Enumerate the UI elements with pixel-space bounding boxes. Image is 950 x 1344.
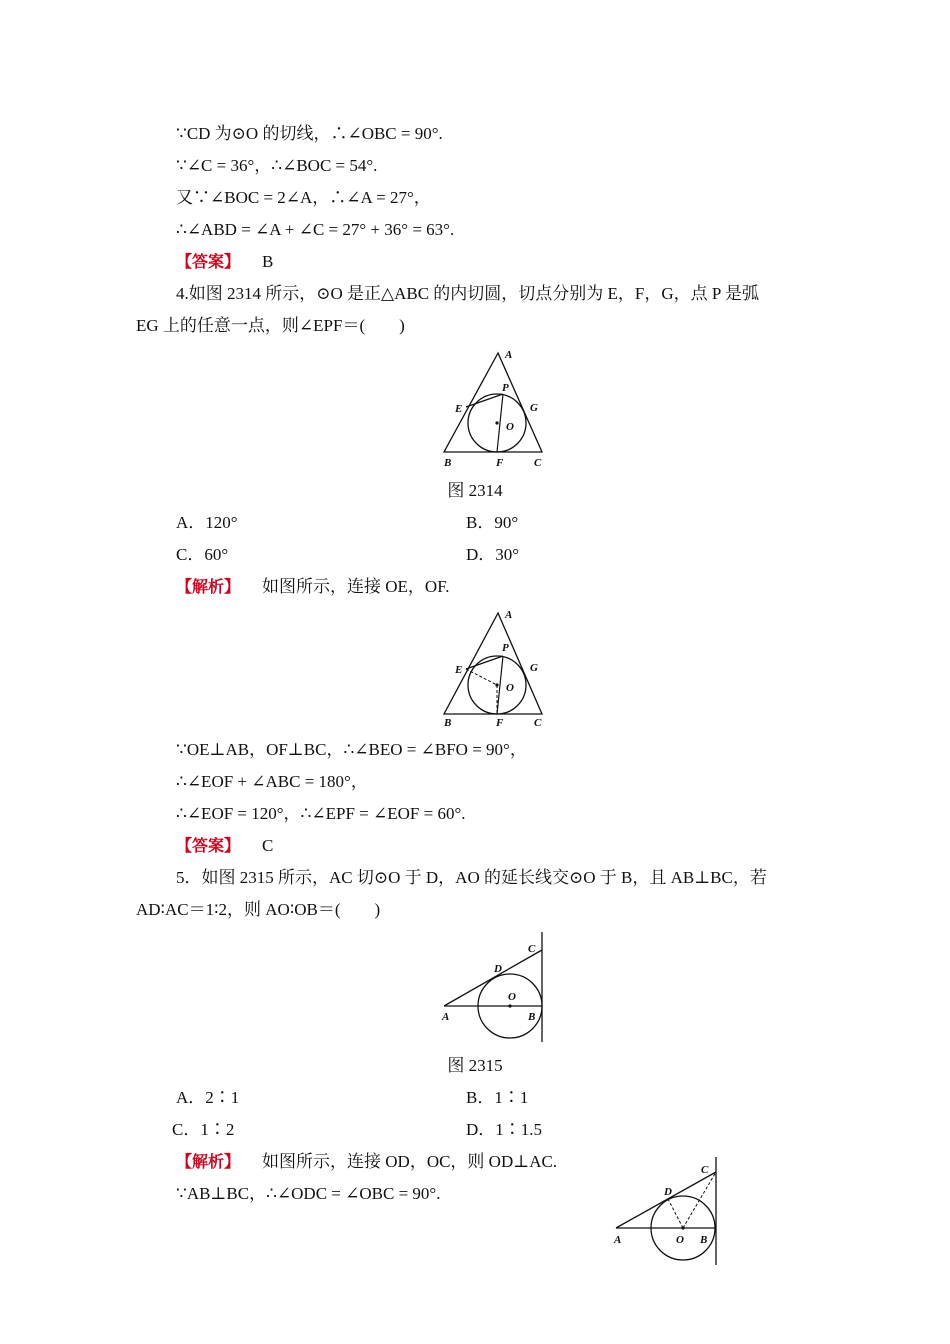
label-a: A — [442, 1011, 450, 1023]
answer-tag: 【答案】 — [176, 836, 241, 855]
q5-analysis-figure — [606, 1155, 736, 1270]
label-e: E — [455, 403, 463, 415]
label-b: B — [528, 1011, 536, 1023]
label-b: B — [444, 457, 452, 469]
prev-solution-line-1: ∵CD 为⊙O 的切线，∴∠OBC = 90°. — [176, 124, 443, 143]
label-o: O — [508, 991, 516, 1003]
q4-analysis-line-2: ∴∠EOF + ∠ABC = 180°， — [176, 772, 368, 791]
q4-analysis-line-3: ∴∠EOF = 120°，∴∠EPF = ∠EOF = 60°. — [176, 804, 466, 823]
label-a: A — [505, 609, 513, 621]
label-o: O — [506, 682, 514, 694]
q4-figure-caption: 图 2314 — [447, 481, 503, 500]
q4-option-d: D．30° — [466, 545, 520, 564]
label-f: F — [496, 457, 504, 469]
q4-stem-line-1: 4.如图 2314 所示，⊙O 是正△ABC 的内切圆，切点分别为 E，F，G，点 P 是弧 — [176, 284, 759, 303]
label-o: O — [506, 421, 514, 433]
q5-option-c: C．1∶2 — [172, 1120, 235, 1139]
analysis-tag: 【解析】 — [176, 1152, 241, 1171]
label-e: E — [455, 664, 463, 676]
prev-solution-line-3: 又∵∠BOC = 2∠A，∴∠A = 27°， — [176, 188, 431, 207]
label-a: A — [505, 349, 513, 361]
label-d: D — [494, 963, 502, 975]
label-b: B — [444, 717, 452, 729]
label-a: A — [614, 1234, 622, 1246]
q5-option-b: B．1∶1 — [466, 1088, 529, 1107]
label-c: C — [534, 717, 542, 729]
label-c: C — [534, 457, 542, 469]
prev-solution-line-4: ∴∠ABD = ∠A + ∠C = 27° + 36° = 63°. — [176, 220, 455, 239]
prev-answer-row — [176, 250, 273, 274]
label-f: F — [496, 717, 504, 729]
q5-figure — [432, 930, 562, 1045]
answer-value: B — [262, 252, 274, 271]
label-c: C — [528, 943, 536, 955]
label-b: B — [700, 1234, 708, 1246]
q5-analysis-line-1: ∵AB⊥BC，∴∠ODC = ∠OBC = 90°. — [176, 1184, 441, 1203]
q5-analysis-row — [176, 1150, 557, 1174]
q5-stem-line-2: AD∶AC＝1∶2，则 AO∶OB＝( ) — [136, 900, 381, 919]
q5-option-d: D．1∶1.5 — [466, 1120, 543, 1139]
q4-answer-row — [176, 834, 273, 858]
label-g: G — [530, 662, 538, 674]
q5-figure-caption: 图 2315 — [447, 1056, 503, 1075]
q4-option-a: A．120° — [176, 513, 238, 532]
q5-stem-line-1: 5．如图 2315 所示，AC 切⊙O 于 D，AO 的延长线交⊙O 于 B，且 AB⊥BC，若 — [176, 868, 767, 887]
label-g: G — [530, 402, 538, 414]
analysis-intro: 如图所示，连接 OE，OF. — [262, 577, 450, 596]
q5-option-a: A．2∶1 — [176, 1088, 240, 1107]
q4-analysis-row — [176, 575, 450, 599]
q4-option-b: B．90° — [466, 513, 519, 532]
label-c: C — [701, 1164, 709, 1176]
answer-value: C — [262, 836, 274, 855]
label-o: O — [676, 1234, 684, 1246]
analysis-tag: 【解析】 — [176, 577, 241, 596]
answer-tag: 【答案】 — [176, 252, 241, 271]
q4-stem-line-2: EG 上的任意一点，则∠EPF＝( ) — [136, 316, 405, 335]
q4-option-c: C．60° — [176, 545, 229, 564]
prev-solution-line-2: ∵∠C = 36°，∴∠BOC = 54°. — [176, 156, 378, 175]
q4-analysis-figure — [430, 605, 560, 735]
analysis-intro: 如图所示，连接 OD，OC，则 OD⊥AC. — [262, 1152, 558, 1171]
label-p: P — [502, 382, 509, 394]
q4-analysis-line-1: ∵OE⊥AB，OF⊥BC，∴∠BEO = ∠BFO = 90°， — [176, 740, 527, 759]
label-d: D — [664, 1186, 672, 1198]
q4-figure — [430, 345, 560, 475]
label-p: P — [502, 642, 509, 654]
